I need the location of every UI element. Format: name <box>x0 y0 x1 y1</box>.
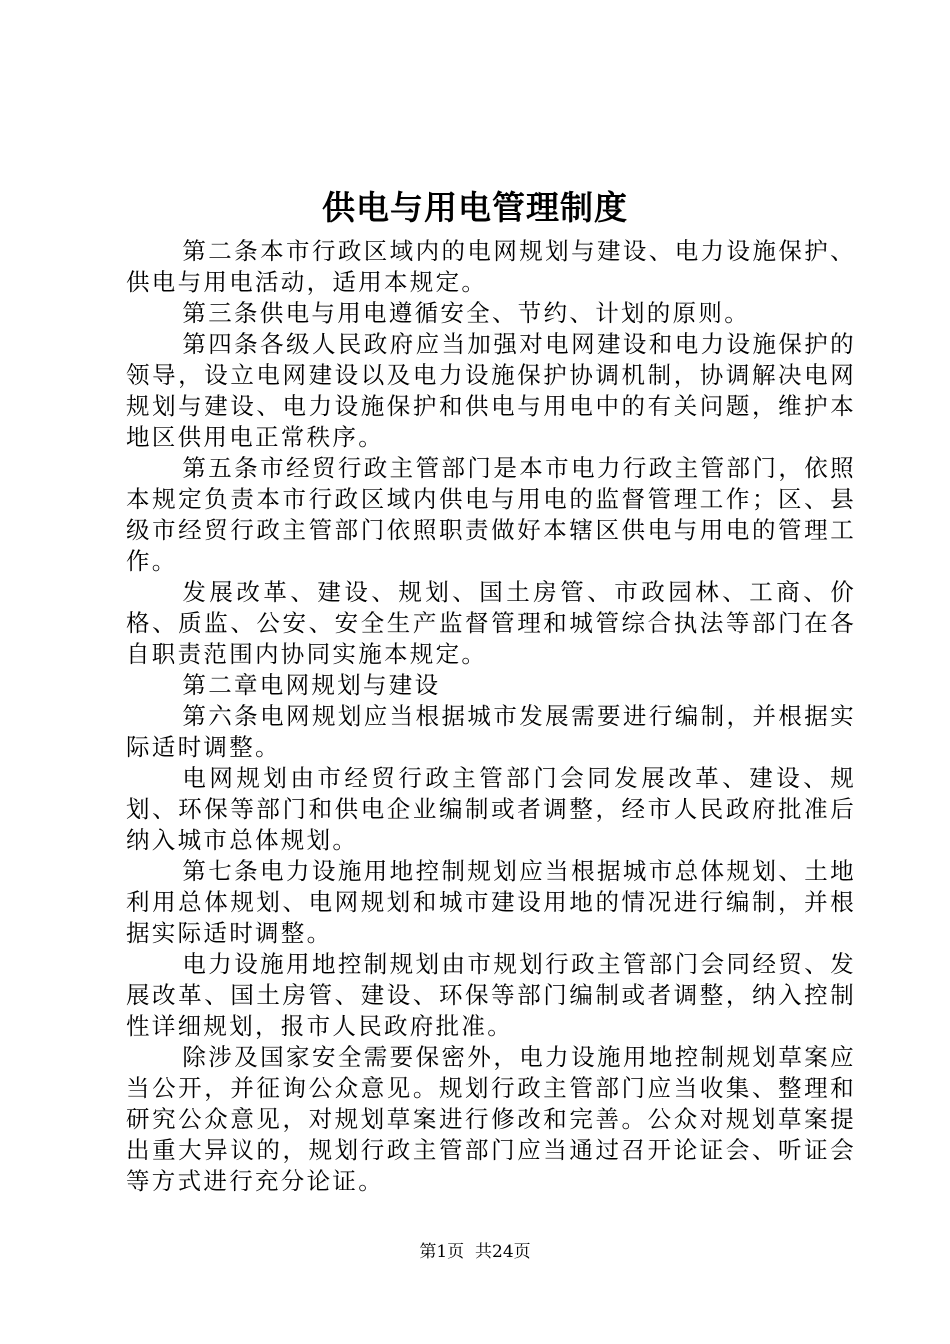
document-title: 供电与用电管理制度 <box>322 188 628 227</box>
paragraph: 第六条电网规划应当根据城市发展需要进行编制，并根据实际适时调整。 <box>126 702 856 761</box>
page-number-current: 第1页 <box>419 1242 465 1262</box>
paragraph: 发展改革、建设、规划、国土房管、市政园林、工商、价格、质监、公安、安全生产监督管理和城管综合执法等部门在各自职责范围内协同实施本规定。 <box>126 578 856 668</box>
paragraph: 第四条各级人民政府应当加强对电网建设和电力设施保护的领导，设立电网建设以及电力设施保护协调机制，协调解决电网规划与建设、电力设施保护和供电与用电中的有关问题，维护本地区供用电正常秩序。 <box>126 330 856 451</box>
page-number-total: 共24页 <box>475 1242 531 1262</box>
paragraph: 第五条市经贸行政主管部门是本市电力行政主管部门，依照本规定负责本市行政区域内供电与用电的监督管理工作；区、县级市经贸行政主管部门依照职责做好本辖区供电与用电的管理工作。 <box>126 454 856 575</box>
paragraph: 除涉及国家安全需要保密外，电力设施用地控制规划草案应当公开，并征询公众意见。规划行政主管部门应当收集、整理和研究公众意见，对规划草案进行修改和完善。公众对规划草案提出重大异议的，规划行政主管部门应当通过召开论证会、听证会等方式进行充分论证。 <box>126 1043 856 1195</box>
paragraph: 第七条电力设施用地控制规划应当根据城市总体规划、土地利用总体规划、电网规划和城市建设用地的情况进行编制，并根据实际适时调整。 <box>126 857 856 947</box>
page-footer <box>0 1240 950 1264</box>
footer-separator <box>464 1242 475 1262</box>
paragraph: 第二条本市行政区域内的电网规划与建设、电力设施保护、供电与用电活动，适用本规定。 <box>126 237 856 296</box>
paragraph: 电力设施用地控制规划由市规划行政主管部门会同经贸、发展改革、国土房管、建设、环保等部门编制或者调整，纳入控制性详细规划，报市人民政府批准。 <box>126 950 856 1040</box>
paragraph: 第三条供电与用电遵循安全、节约、计划的原则。 <box>182 299 750 327</box>
paragraph: 电网规划由市经贸行政主管部门会同发展改革、建设、规划、环保等部门和供电企业编制或者调整，经市人民政府批准后纳入城市总体规划。 <box>126 764 856 854</box>
document-body <box>126 236 856 1197</box>
chapter-heading: 第二章电网规划与建设 <box>182 671 441 699</box>
